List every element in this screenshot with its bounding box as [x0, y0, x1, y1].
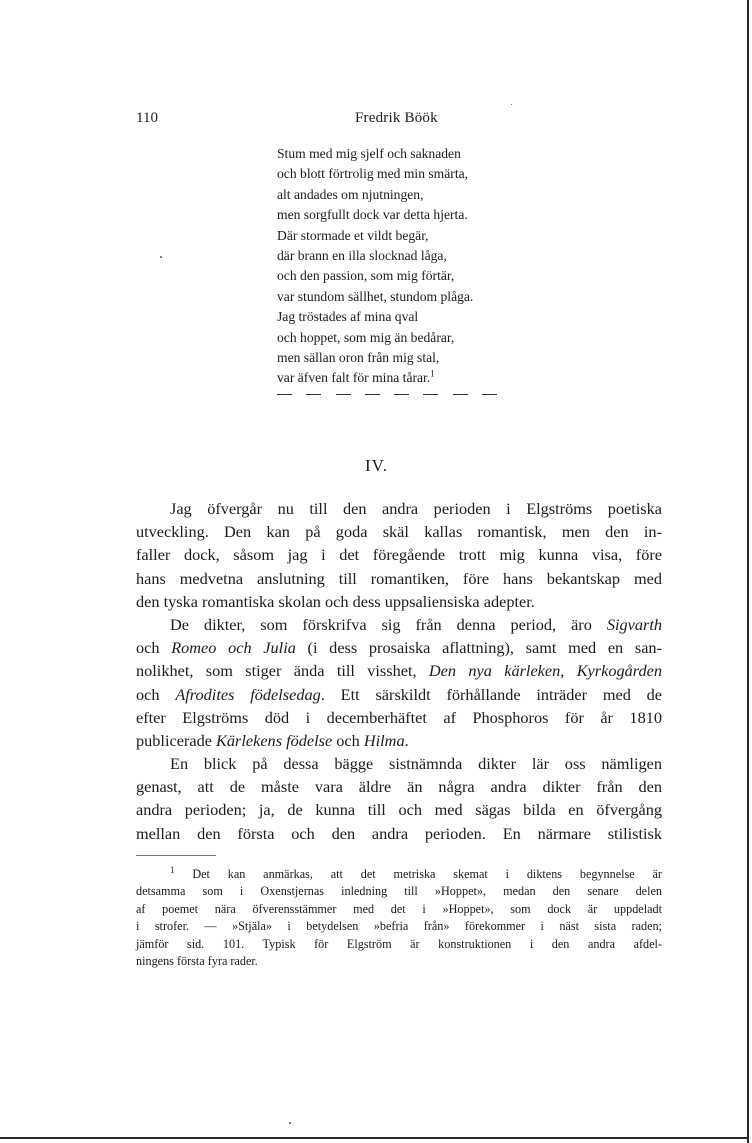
- poem-stanza: [277, 144, 473, 389]
- dash: [277, 394, 292, 395]
- footnote-reference: 1: [430, 368, 435, 379]
- scan-speck: [160, 256, 162, 258]
- dash: [306, 394, 321, 395]
- text-line: [136, 659, 662, 682]
- poem-line: och hoppet, som mig än bedårar,: [277, 329, 455, 345]
- footnote-line: jämför sid. 101. Typisk för Elgström är konstruktionen i den andra afdel-: [136, 936, 662, 951]
- text-run: nolikhet, som stiger ända till visshet,: [136, 661, 429, 681]
- text-line: Jag öfvergår nu till den andra perioden i Elgströms poetiska: [170, 499, 662, 518]
- page-edge-bottom: [0, 1137, 749, 1139]
- text-run: .: [404, 730, 409, 750]
- dash: [453, 394, 468, 395]
- dash: [365, 394, 380, 395]
- text-line: En blick på dessa bägge sistnämnda dikter lär oss nämligen: [170, 754, 662, 774]
- scan-speck: [289, 1122, 291, 1124]
- title-reference: Den nya kärleken: [428, 661, 561, 681]
- text-line: [136, 729, 662, 752]
- text-line: hans medvetna anslutning till romantiken, före hans bekantskap med: [136, 568, 662, 588]
- page-number: 110: [136, 110, 158, 126]
- footnote-line: i strofer. — »Stjäla» i betydelsen »befria från» förekommer i näst sista raden;: [136, 919, 662, 934]
- text-run: och: [332, 730, 364, 750]
- poem-line-text: var äfven falt för mina tårar.: [277, 370, 431, 386]
- text-line: [136, 613, 662, 636]
- poem-line: var stundom sällhet, stundom plåga.: [277, 288, 474, 304]
- text-run: ,: [560, 661, 577, 681]
- title-reference: Hilma: [363, 730, 405, 750]
- title-reference: Sigvarth: [606, 614, 662, 634]
- poem-line: där brann en illa slocknad låga,: [277, 247, 447, 263]
- title-reference: Afrodites födelsedag: [175, 684, 321, 704]
- poem-line: men sorgfullt dock var detta hjerta.: [277, 207, 468, 223]
- footnote-line: af poemet nära öfverensstämmer med det i »Hoppet», som dock är uppdeladt: [136, 901, 662, 916]
- text-run: publicerade: [136, 730, 217, 750]
- poem-line: och blott förtrolig med min smärta,: [277, 166, 469, 182]
- text-run: och: [136, 638, 172, 658]
- footnote-separator: [136, 855, 216, 856]
- text-line: mellan den första och den andra perioden. En närmare stilistisk: [136, 823, 662, 843]
- text-run: och: [136, 684, 176, 704]
- text-line: [136, 683, 662, 706]
- text-run: . Ett särskildt förhållande inträder med de: [320, 684, 663, 704]
- text-line: faller dock, såsom jag i det föregående trott mig kunna visa, före: [136, 545, 662, 565]
- footnote-line: detsamma som i Oxenstjernas inledning till »Hoppet», medan den senare delen: [136, 884, 662, 899]
- footnote-mark: 1: [170, 864, 175, 875]
- text-run: (i dess prosaiska aflattning), samt med en san-: [295, 638, 662, 658]
- poem-line: Där stormade et vildt begär,: [277, 227, 429, 243]
- text-line: andra perioden; ja, de kunna till och med sägas bilda en öfvergång: [136, 800, 662, 820]
- title-reference: Kyrkogården: [576, 661, 662, 681]
- poem-line: Stum med mig sjelf och saknaden: [277, 146, 461, 161]
- poem-line: alt andades om njutningen,: [277, 186, 424, 202]
- poem-line: och den passion, som mig förtär,: [277, 268, 455, 284]
- scan-speck: [511, 104, 512, 105]
- dash: [336, 394, 351, 395]
- footnote-line: [136, 866, 662, 883]
- dash: [394, 394, 409, 395]
- footnote-line: ningens första fyra rader.: [136, 953, 258, 968]
- page-edge-right: [747, 0, 749, 1143]
- text-line: [136, 636, 662, 659]
- text-run: De dikter, som förskrifva sig från denna period, äro: [170, 614, 607, 634]
- ellipsis-dashes: [277, 386, 497, 395]
- body-text: [136, 497, 662, 845]
- title-reference: Kärlekens födelse: [216, 730, 333, 750]
- footnote: [136, 866, 662, 970]
- dash: [423, 394, 438, 395]
- dash: [482, 394, 497, 395]
- text-line: den tyska romantiska skolan och dess uppsaliensiska adepter.: [136, 591, 535, 611]
- text-run: Det kan anmärkas, att det metriska skemat i diktens begynnelse är: [174, 867, 662, 881]
- poem-line: Jag tröstades af mina qval: [277, 309, 419, 325]
- poem-line: men sällan oron från mig stal,: [277, 349, 440, 365]
- text-line: utveckling. Den kan på goda skäl kallas romantisk, men den in-: [136, 522, 662, 542]
- section-heading: IV.: [365, 456, 388, 475]
- text-line: genast, att de måste vara äldre än några andra dikter från den: [136, 777, 662, 797]
- text-line: efter Elgströms död i decemberhäftet af Phosphoros för år 1810: [136, 707, 662, 727]
- running-head: Fredrik Böök: [355, 110, 438, 126]
- title-reference: Romeo och Julia: [171, 638, 296, 658]
